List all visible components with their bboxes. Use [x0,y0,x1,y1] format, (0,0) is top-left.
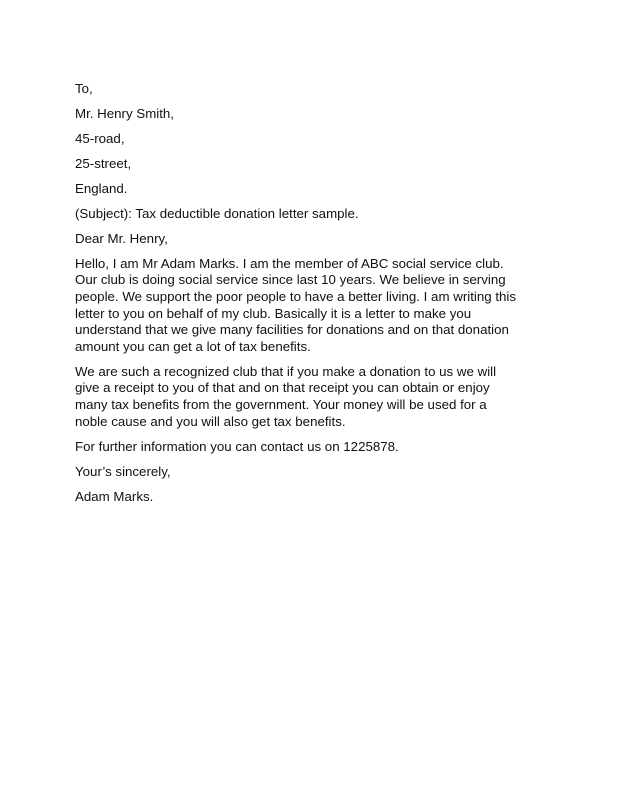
paragraph-line: letter to you on behalf of my club. Basically it is a letter to make you [75,305,472,321]
paragraph-line: many tax benefits from the government. Your money will be used for a [75,397,487,413]
subject-line: (Subject): Tax deductible donation letter sample. [75,205,359,221]
body-paragraph-3: For further information you can contact us on 1225878. [75,438,399,454]
recipient-address-line1: 45-road, [75,130,125,146]
paragraph-line: give a receipt to you of that and on that receipt you can obtain or enjoy [75,380,490,396]
body-paragraph-1 [75,256,565,356]
paragraph-line: understand that we give many facilities for donations and on that donation [75,322,509,338]
paragraph-line: We are such a recognized club that if you make a donation to us we will [75,363,497,379]
letter [75,81,565,514]
greeting: Dear Mr. Henry, [75,230,168,246]
paragraph-line: noble cause and you will also get tax benefits. [75,413,346,429]
recipient-address-line2: 25-street, [75,155,132,171]
paragraph-line: Hello, I am Mr Adam Marks. I am the member of ABC social service club. [75,255,504,271]
signature: Adam Marks. [75,488,154,504]
body-paragraph-2 [75,364,565,430]
paragraph-line: people. We support the poor people to have a better living. I am writing this [75,289,517,305]
recipient-name: Mr. Henry Smith, [75,105,175,121]
paragraph-line: amount you can get a lot of tax benefits. [75,338,311,354]
paragraph-line: Our club is doing social service since last 10 years. We believe in serving [75,272,506,288]
closing: Your’s sincerely, [75,463,171,479]
salutation-to: To, [75,81,93,96]
recipient-address-line3: England. [75,180,128,196]
